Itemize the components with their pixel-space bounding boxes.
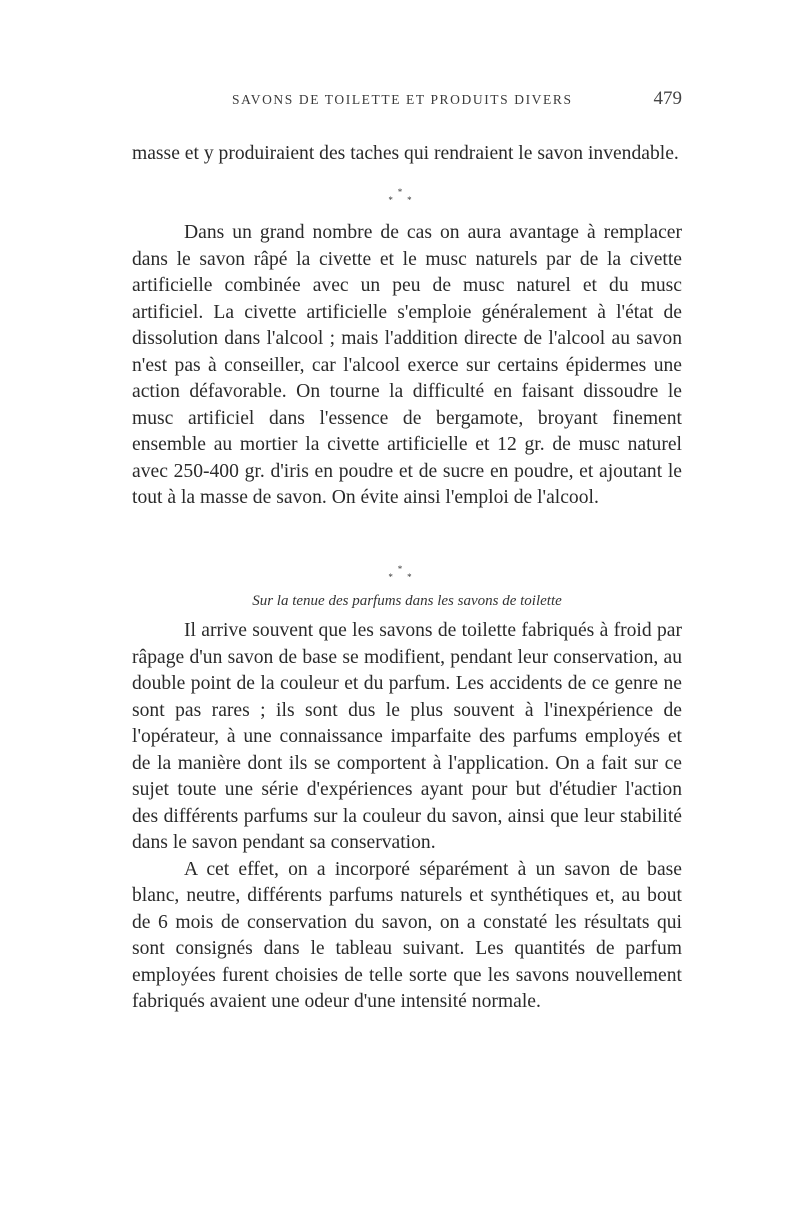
paragraph-accidents: Il arrive souvent que les savons de toilette fabriqués à froid par râpage d'un savon de base se modifient, pendant leur conservation, au double point de la couleur et du parfum. Les accidents de ce genre ne sont pas rares ; ils sont dus le plus souvent à l'inexpérience de l'opérateur, à une connaissance imparfaite des parfums employés et de la manière dont ils se comportent à l'application. On a fait sur ce sujet toute une série d'expériences ayant pour but d'étudier l'action des différents parfums sur la couleur du savon, ainsi que leur stabilité dans le savon pendant sa conservation. <box>132 620 682 853</box>
continuation-block <box>132 141 682 168</box>
paragraph-civette: Dans un grand nombre de cas on aura avantage à remplacer dans le savon râpé la civette et le musc naturels par de la civette artificielle combinée avec un peu de musc naturel et du musc artificiel. La civette artificielle s'emploie généralement à l'état de dissolution dans l'alcool ; mais l'addition directe de l'alcool au savon n'est pas à conseiller, car l'alcool exerce sur certains épidermes une action défavorable. On tourne la difficulté en faisant dissoudre le musc artificiel dans l'essence de bergamote, broyant finement ensemble au mortier la civette artificielle et 12 gr. de musc naturel avec 250-400 gr. d'iris en poudre et de sucre en poudre, et ajoutant le tout à la masse de savon. On évite ainsi l'emploi de l'alcool. <box>132 222 682 508</box>
asterism-bottom: * * <box>388 195 418 205</box>
page-number: 479 <box>653 88 682 109</box>
asterism-divider <box>380 188 420 204</box>
asterism-bottom: * * <box>388 572 418 582</box>
paragraph-experience: A cet effet, on a incorporé séparément à un savon de base blanc, neutre, différents parfums naturels et synthétiques et, au bout de 6 mois de conservation du savon, on a constaté les résultats qui sont consignés dans le tableau suivant. Les quantités de parfum employées furent choisies de telle sorte que les savons nouvellement fabriqués avaient une odeur d'une intensité normale. <box>132 858 682 1012</box>
running-head <box>130 88 682 114</box>
asterism-top: * <box>397 564 403 574</box>
section-heading: Sur la tenue des parfums dans les savons de toilette <box>252 593 562 609</box>
asterism-divider <box>380 565 420 581</box>
paragraph-continuation: masse et y produiraient des taches qui rendraient le savon invendable. <box>132 143 679 164</box>
asterism-top: * <box>397 187 403 197</box>
running-title: SAVONS DE TOILETTE ET PRODUITS DIVERS <box>232 92 573 107</box>
parfums-block <box>132 618 682 1016</box>
civette-block <box>132 220 682 512</box>
